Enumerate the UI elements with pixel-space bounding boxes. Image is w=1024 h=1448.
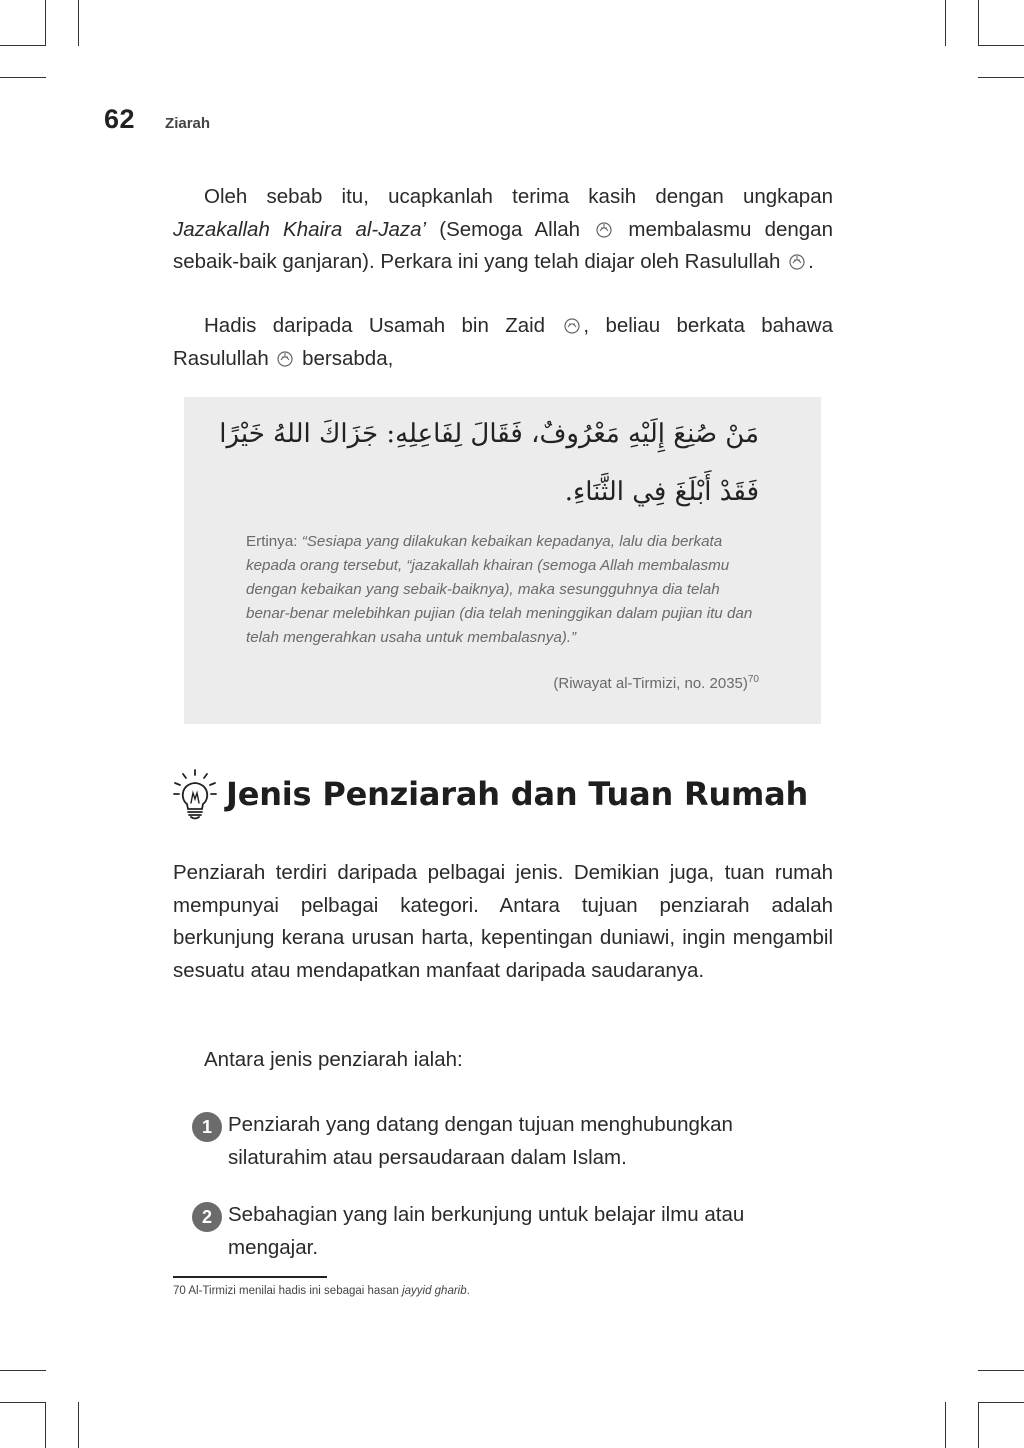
paragraph-2-text: Hadis daripada Usamah bin Zaid xyxy=(204,314,562,337)
crop-mark xyxy=(0,77,46,78)
translation-label: Ertinya: xyxy=(246,533,302,550)
paragraph-2-text: , beliau berkata bahawa Rasulullah xyxy=(173,314,834,370)
list-item xyxy=(192,1109,832,1174)
source-text: (Riwayat al-Tirmizi, no. 2035) xyxy=(553,675,748,692)
paragraph-2-text: bersabda, xyxy=(296,346,394,370)
hadith-source xyxy=(553,674,759,692)
section-heading xyxy=(172,768,808,820)
honorific-glyph-icon xyxy=(563,315,581,335)
hadith-quote-box xyxy=(184,397,821,724)
list-number-badge: 1 xyxy=(192,1112,222,1142)
hadith-arabic-line-2: فَقَدْ أَبْلَغَ فِي الثَّنَاءِ. xyxy=(564,477,759,507)
page-header xyxy=(104,104,210,135)
honorific-glyph-icon xyxy=(595,219,613,239)
paragraph-1-text: Oleh sebab itu, ucapkanlah terima kasih dengan ungkapan xyxy=(204,185,833,208)
translation-text: “Sesiapa yang dilakukan kebaikan kepadanya, lalu dia berkata kepada orang tersebut, “jazakallah khairan (semoga Allah membalasmu dengan kebaikan yang sebaik-baiknya), maka sesungguhnya dia telah benar-benar melebihkan pujian (dia telah meninggikan dalam pujian itu dan telah mengerahkan usaha untuk membalasnya).” xyxy=(246,533,753,646)
list-item-text: Penziarah yang datang dengan tujuan menghubungkan silaturahim atau persaudaraan dalam Islam. xyxy=(228,1113,733,1169)
paragraph-1-text: (Semoga Allah xyxy=(426,217,594,241)
crop-mark xyxy=(45,1402,46,1448)
crop-mark xyxy=(0,1370,46,1371)
footnote-ref: 70 xyxy=(747,674,759,685)
footnote-text: Al-Tirmizi menilai hadis ini sebagai hasan xyxy=(185,1285,403,1297)
paragraph-1-text: . xyxy=(808,250,814,273)
crop-mark xyxy=(78,1402,79,1448)
list-item-text: Sebahagian yang lain berkunjung untuk belajar ilmu atau mengajar. xyxy=(228,1203,745,1259)
crop-mark xyxy=(978,0,979,46)
footnote-end: . xyxy=(466,1285,470,1297)
list-number-badge: 2 xyxy=(192,1202,222,1232)
crop-mark xyxy=(45,0,46,46)
crop-mark xyxy=(978,77,1024,78)
paragraph-1-italic: Jazakallah Khaira al-Jaza’ xyxy=(173,217,427,241)
footnote-divider xyxy=(173,1276,327,1278)
crop-mark xyxy=(978,1402,1024,1403)
crop-mark xyxy=(978,45,1024,46)
crop-mark xyxy=(78,0,79,46)
hadith-arabic-line-1: مَنْ صُنِعَ إِلَيْهِ مَعْرُوفٌ، فَقَالَ لِفَاعِلِهِ: جَزَاكَ اللهُ خَيْرًا xyxy=(219,419,759,449)
crop-mark xyxy=(945,0,946,46)
crop-mark xyxy=(0,1402,46,1403)
footnote xyxy=(173,1285,470,1297)
crop-mark xyxy=(0,45,46,46)
crop-mark xyxy=(978,1370,1024,1371)
crop-mark xyxy=(978,1402,979,1448)
honorific-glyph-icon xyxy=(276,348,294,368)
paragraph-1 xyxy=(173,181,833,279)
list-item xyxy=(192,1199,832,1264)
crop-mark xyxy=(945,1402,946,1448)
footnote-italic: jayyid gharib xyxy=(402,1285,467,1297)
page-number: 62 xyxy=(104,104,136,134)
honorific-glyph-icon xyxy=(788,251,806,271)
hadith-translation xyxy=(246,530,761,650)
paragraph-2 xyxy=(173,310,833,375)
lightbulb-icon xyxy=(172,768,218,820)
paragraph-1-text: membalasmu dengan sebaik-baik ganjaran). Perkara ini yang telah diajar oleh Rasulullah xyxy=(173,217,833,273)
section-title: Jenis Penziarah dan Tuan Rumah xyxy=(226,775,809,813)
paragraph-4: Antara jenis penziarah ialah: xyxy=(204,1048,463,1071)
paragraph-3: Penziarah terdiri daripada pelbagai jenis. Demikian juga, tuan rumah mempunyai pelbagai kategori. Antara tujuan penziarah adalah berkunjung kerana urusan harta, kepentingan duniawi, ingin mengambil sesuatu atau mendapatkan manfaat daripada saudaranya. xyxy=(173,861,833,982)
running-title: Ziarah xyxy=(165,115,211,132)
footnote-number: 70 xyxy=(173,1285,186,1297)
